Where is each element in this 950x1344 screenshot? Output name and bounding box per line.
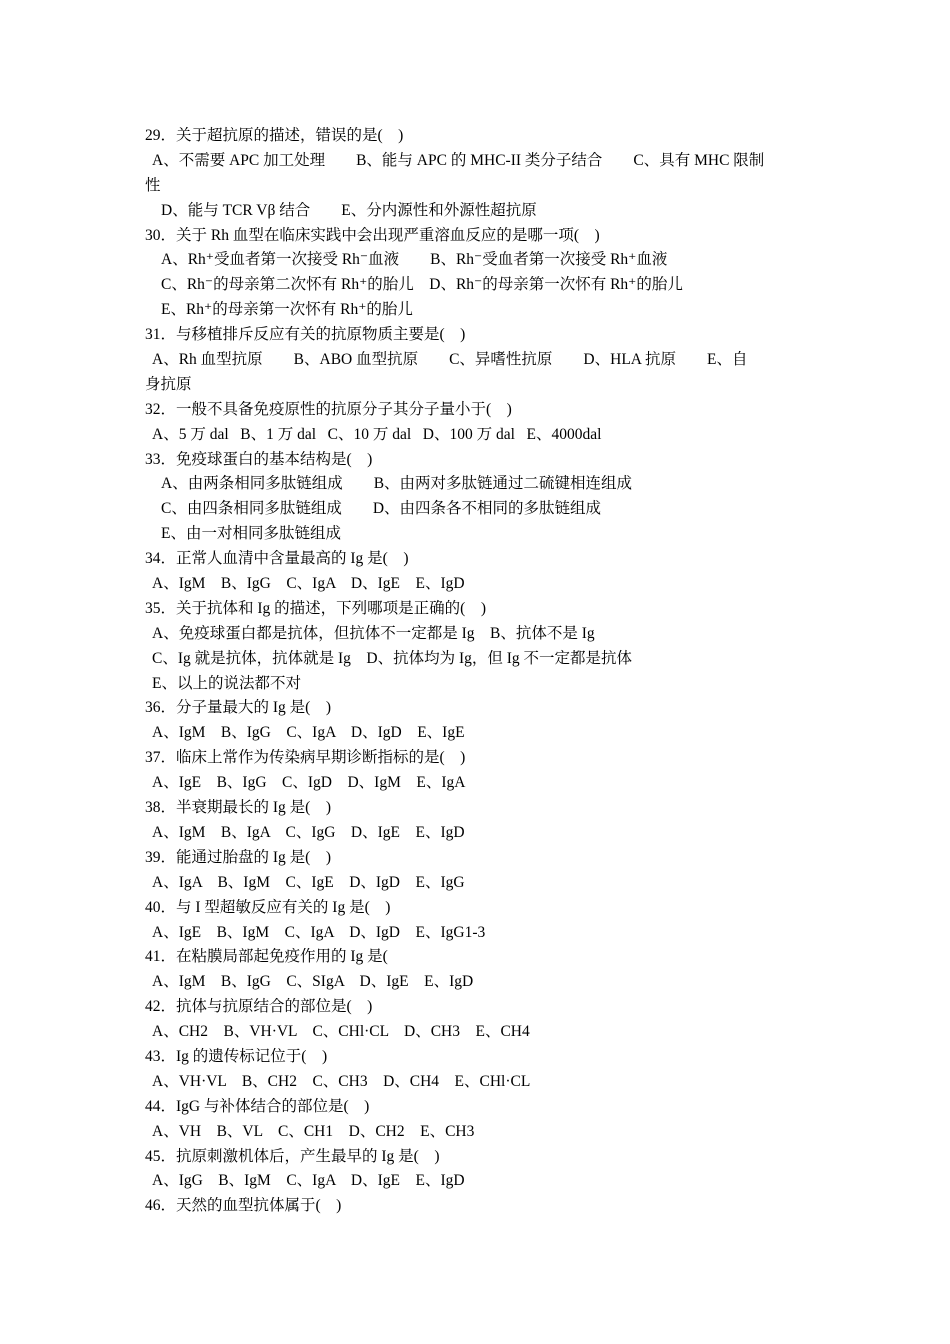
question-line: 45．抗原刺激机体后，产生最早的 Ig 是( ): [145, 1147, 440, 1165]
option-line: C、由四条相同多肽链组成 D、由四条各不相同的多肽链组成: [161, 500, 602, 518]
option-line: A、IgA B、IgM C、IgE D、IgD E、IgG: [152, 873, 465, 891]
question-line: 39．能通过胎盘的 Ig 是( ): [145, 848, 331, 866]
question-line: 46．天然的血型抗体属于( ): [145, 1197, 342, 1215]
option-line: A、IgM B、IgG C、IgA D、IgD E、IgE: [152, 724, 465, 742]
option-line: A、不需要 APC 加工处理 B、能与 APC 的 MHC-II 类分子结合 C、具有 MHC 限制: [152, 151, 765, 169]
option-line: A、VH B、VL C、CH1 D、CH2 E、CH3: [152, 1122, 475, 1140]
question-line: 33．免疫球蛋白的基本结构是( ): [145, 450, 373, 468]
question-line: 29．关于超抗原的描述，错误的是( ): [145, 127, 404, 144]
option-line: A、5 万 dal B、1 万 dal C、10 万 dal D、100 万 dal E、4000dal: [152, 425, 602, 443]
option-line: A、Rh⁺受血者第一次接受 Rh⁻血液 B、Rh⁻受血者第一次接受 Rh⁺血液: [161, 251, 668, 269]
option-line: D、能与 TCR Vβ 结合 E、分内源性和外源性超抗原: [161, 201, 537, 219]
question-line: 40．与 I 型超敏反应有关的 Ig 是( ): [145, 898, 391, 916]
option-line: E、以上的说法都不对: [152, 674, 301, 692]
option-line: E、由一对相同多肽链组成: [161, 525, 341, 543]
question-line: 34．正常人血清中含量最高的 Ig 是( ): [145, 550, 409, 568]
question-line: 30．关于 Rh 血型在临床实践中会出现严重溶血反应的是哪一项( ): [145, 226, 600, 244]
question-line: 43．Ig 的遗传标记位于( ): [145, 1047, 328, 1065]
question-line: 36．分子量最大的 Ig 是( ): [145, 699, 331, 717]
question-line: 42．抗体与抗原结合的部位是( ): [145, 998, 373, 1016]
question-line: 38．半衰期最长的 Ig 是( ): [145, 799, 331, 817]
document-body: [145, 124, 813, 1219]
option-line: A、免疫球蛋白都是抗体，但抗体不一定都是 Ig B、抗体不是 Ig: [152, 624, 595, 642]
option-line: C、Ig 就是抗体，抗体就是 Ig D、抗体均为 Ig，但 Ig 不一定都是抗体: [152, 649, 633, 667]
question-line: 31．与移植排斥反应有关的抗原物质主要是( ): [145, 326, 466, 344]
option-line: A、VH·VL B、CH2 C、CH3 D、CH4 E、CHl·CL: [152, 1072, 531, 1090]
question-line: 32．一般不具备免疫原性的抗原分子其分子量小于( ): [145, 400, 512, 418]
question-line: 41．在粘膜局部起免疫作用的 Ig 是(: [145, 948, 388, 966]
option-line: A、IgM B、IgG C、IgA D、IgE E、IgD: [152, 575, 465, 593]
continuation-line: 性: [145, 176, 161, 194]
option-line: A、IgG B、IgM C、IgA D、IgE E、IgD: [152, 1172, 465, 1190]
question-line: 37．临床上常作为传染病早期诊断指标的是( ): [145, 749, 466, 767]
option-line: A、IgE B、IgM C、IgA D、IgD E、IgG1-3: [152, 923, 486, 941]
question-line: 44．IgG 与补体结合的部位是( ): [145, 1097, 370, 1115]
option-line: A、Rh 血型抗原 B、ABO 血型抗原 C、异嗜性抗原 D、HLA 抗原 E、自: [152, 351, 748, 369]
continuation-line: 身抗原: [145, 375, 192, 393]
option-line: A、IgM B、IgG C、SIgA D、IgE E、IgD: [152, 973, 474, 991]
option-line: A、由两条相同多肽链组成 B、由两对多肽链通过二硫键相连组成: [161, 475, 633, 493]
option-line: A、IgE B、IgG C、IgD D、IgM E、IgA: [152, 774, 466, 792]
option-line: E、Rh⁺的母亲第一次怀有 Rh⁺的胎儿: [161, 301, 413, 319]
option-line: A、IgM B、IgA C、IgG D、IgE E、IgD: [152, 823, 465, 841]
option-line: C、Rh⁻的母亲第二次怀有 Rh⁺的胎儿 D、Rh⁻的母亲第一次怀有 Rh⁺的胎儿: [161, 276, 683, 294]
question-line: 35．关于抗体和 Ig 的描述，下列哪项是正确的( ): [145, 599, 486, 617]
option-line: A、CH2 B、VH·VL C、CHl·CL D、CH3 E、CH4: [152, 1023, 530, 1041]
